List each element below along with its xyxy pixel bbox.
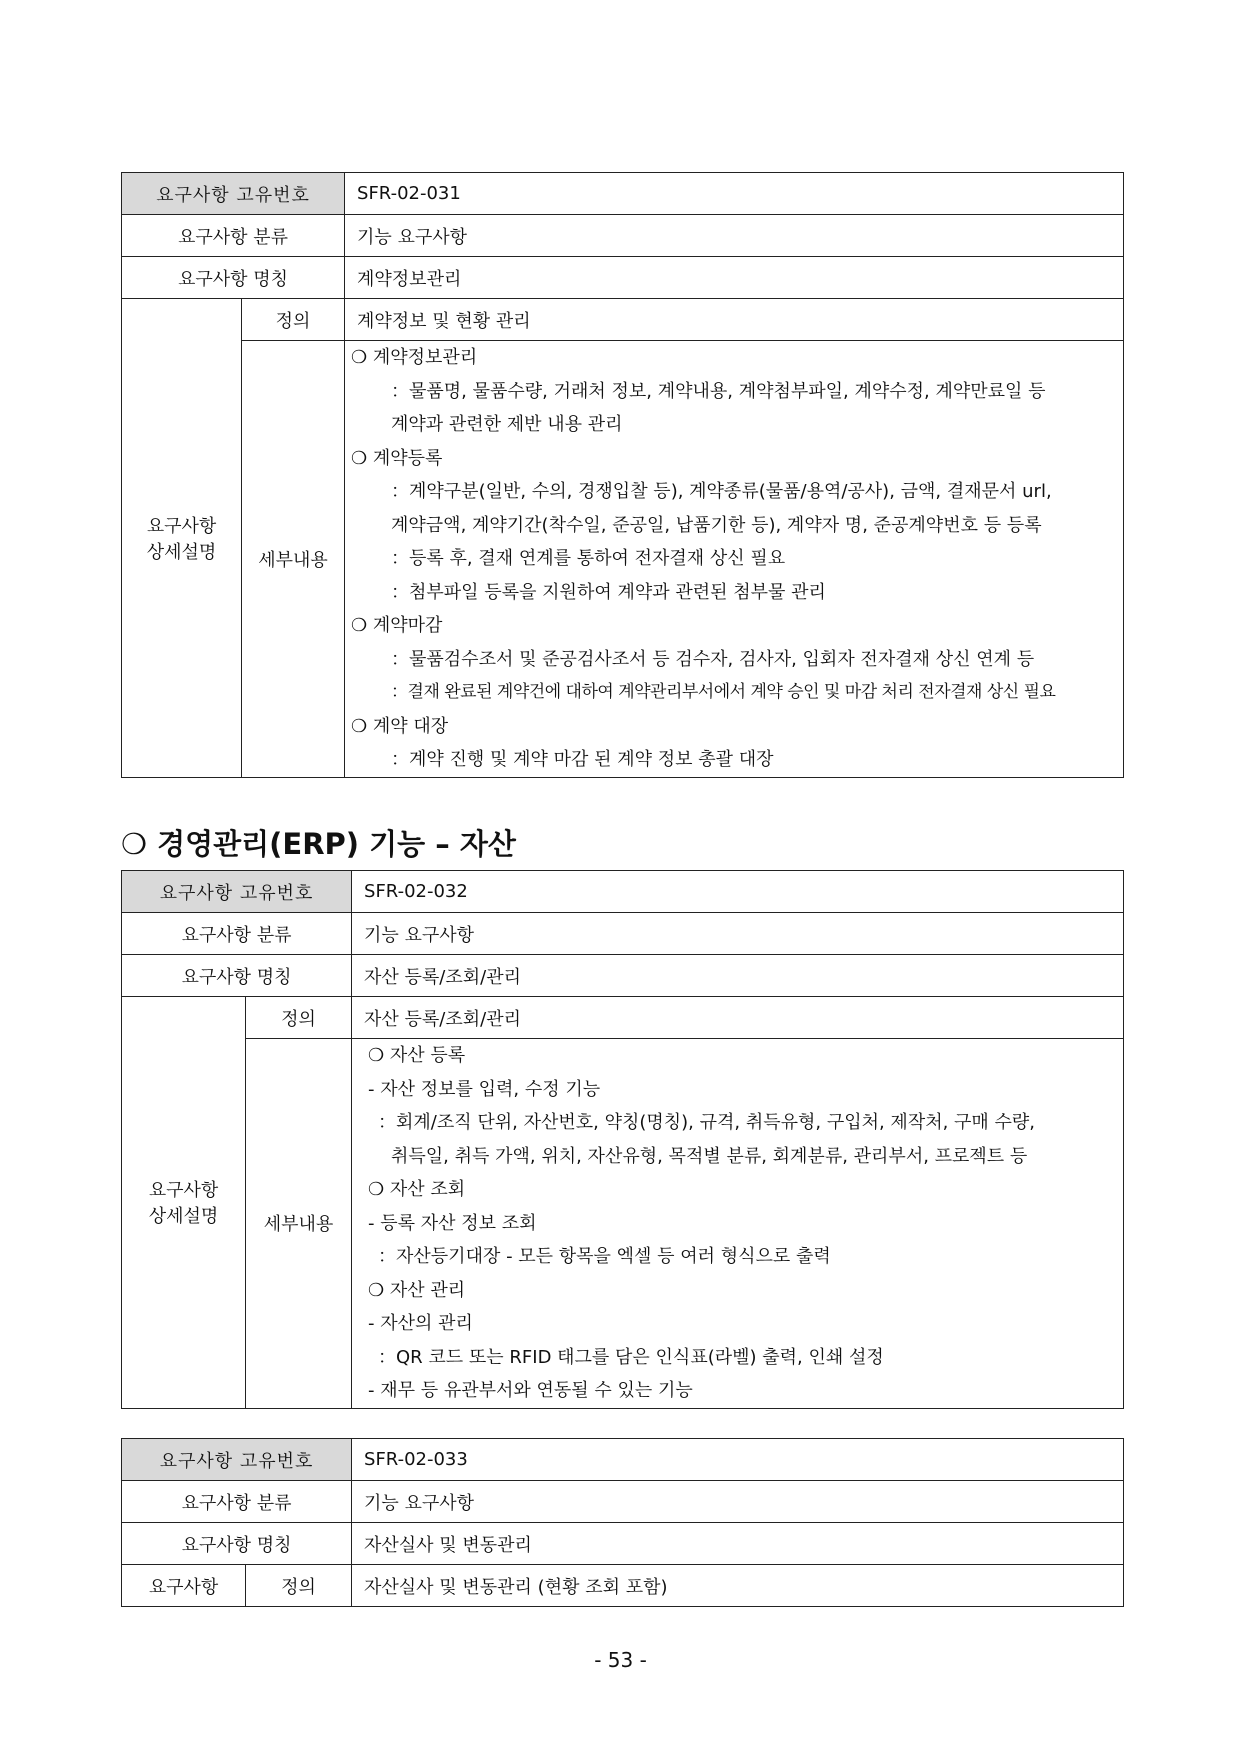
definition-value: 자산실사 및 변동관리 (현황 조회 포함) (352, 1565, 1124, 1607)
page-number: - 53 - (594, 1648, 647, 1672)
req-name-label: 요구사항 명칭 (122, 955, 352, 997)
definition-label: 정의 (242, 299, 345, 341)
detail-line: ：물품검수조서 및 준공검사조서 등 검수자, 검사자, 입회자 전자결재 상신 연계 등 (391, 648, 1035, 670)
definition-label: 정의 (246, 1565, 352, 1607)
definition-value: 자산 등록/조회/관리 (352, 997, 1124, 1039)
detail-line: - 등록 자산 정보 조회 (368, 1212, 537, 1234)
detail-line: ❍ 계약등록 (351, 447, 443, 469)
req-name-value: 계약정보관리 (345, 257, 1124, 299)
detail-line: ：자산등기대장 - 모든 항목을 엑셀 등 여러 형식으로 출력 (378, 1246, 831, 1267)
detail-line: ❍ 계약마감 (351, 615, 443, 636)
definition-label: 정의 (246, 997, 352, 1039)
section-title: ❍ 경영관리(ERP) 기능 – 자산 (121, 827, 516, 861)
detail-content (345, 341, 1124, 778)
req-name-label: 요구사항 명칭 (122, 257, 345, 299)
req-id-value: SFR-02-032 (352, 871, 1124, 913)
req-name-value: 자산실사 및 변동관리 (352, 1523, 1124, 1565)
req-detail-label-line1: 요구사항 (148, 1180, 219, 1202)
detail-line: ：물품명, 물품수량, 거래처 정보, 계약내용, 계약첨부파일, 계약수정, 계약만료일 등 (391, 380, 1046, 402)
detail-line: 취득일, 취득 가액, 위치, 자산유형, 목적별 분류, 회계분류, 관리부서, 프로젝트 등 (391, 1145, 1028, 1167)
req-category-label: 요구사항 분류 (122, 913, 352, 955)
requirement-table-sfr-02-031 (121, 172, 1124, 778)
req-id-label: 요구사항 고유번호 (122, 173, 345, 215)
requirement-table-sfr-02-032 (121, 870, 1124, 1409)
req-id-label: 요구사항 고유번호 (122, 1439, 352, 1481)
req-id-value: SFR-02-033 (352, 1439, 1124, 1481)
req-category-value: 기능 요구사항 (352, 1481, 1124, 1523)
detail-line: - 자산의 관리 (368, 1313, 473, 1334)
detail-line: ：첨부파일 등록을 지원하여 계약과 관련된 첨부물 관리 (391, 581, 826, 603)
detail-line: ❍ 계약정보관리 (351, 347, 478, 368)
definition-value: 계약정보 및 현황 관리 (345, 299, 1124, 341)
req-detail-label (122, 299, 242, 778)
req-detail-label-line2: 상세설명 (146, 541, 217, 563)
detail-line: 계약과 관련한 제반 내용 관리 (391, 414, 623, 435)
req-detail-label-line2: 상세설명 (148, 1206, 219, 1228)
detail-line: ：회계/조직 단위, 자산번호, 약칭(명칭), 규격, 취득유형, 구입처, 제작처, 구매 수량, (378, 1112, 1036, 1133)
req-category-value: 기능 요구사항 (352, 913, 1124, 955)
detail-line: 계약금액, 계약기간(착수일, 준공일, 납품기한 등), 계약자 명, 준공계약번호 등 등록 (391, 514, 1042, 536)
req-short-label: 요구사항 (122, 1565, 246, 1607)
detail-line: - 자산 정보를 입력, 수정 기능 (368, 1078, 601, 1100)
detail-line: ：QR 코드 또는 RFID 태그를 담은 인식표(라벨) 출력, 인쇄 설정 (378, 1346, 884, 1368)
detail-line: ：계약 진행 및 계약 마감 된 계약 정보 총괄 대장 (391, 749, 774, 770)
req-name-value: 자산 등록/조회/관리 (352, 955, 1124, 997)
detail-line: ❍ 자산 관리 (368, 1279, 466, 1301)
req-id-value: SFR-02-031 (345, 173, 1124, 215)
req-detail-label (122, 997, 246, 1409)
detail-line: ❍ 자산 등록 (368, 1045, 466, 1066)
requirement-table-sfr-02-033 (121, 1438, 1124, 1607)
req-category-label: 요구사항 분류 (122, 215, 345, 257)
req-name-label: 요구사항 명칭 (122, 1523, 352, 1565)
detail-line: ❍ 자산 조회 (368, 1179, 466, 1200)
req-category-label: 요구사항 분류 (122, 1481, 352, 1523)
req-id-label: 요구사항 고유번호 (122, 871, 352, 913)
detail-content-label: 세부내용 (246, 1039, 352, 1409)
detail-line: ❍ 계약 대장 (351, 715, 449, 737)
detail-line: ：등록 후, 결재 연계를 통하여 전자결재 상신 필요 (391, 548, 786, 569)
detail-content (352, 1039, 1124, 1409)
detail-line: ：계약구분(일반, 수의, 경쟁입찰 등), 계약종류(물품/용역/공사), 금액, 결재문서 url, (391, 481, 1052, 502)
detail-line: ：결재 완료된 계약건에 대하여 계약관리부서에서 계약 승인 및 마감 처리 전자결재 상신 필요 (391, 682, 1056, 702)
req-category-value: 기능 요구사항 (345, 215, 1124, 257)
detail-content-label: 세부내용 (242, 341, 345, 778)
detail-line: - 재무 등 유관부서와 연동될 수 있는 기능 (368, 1380, 693, 1401)
req-detail-label-line1: 요구사항 (146, 515, 217, 537)
